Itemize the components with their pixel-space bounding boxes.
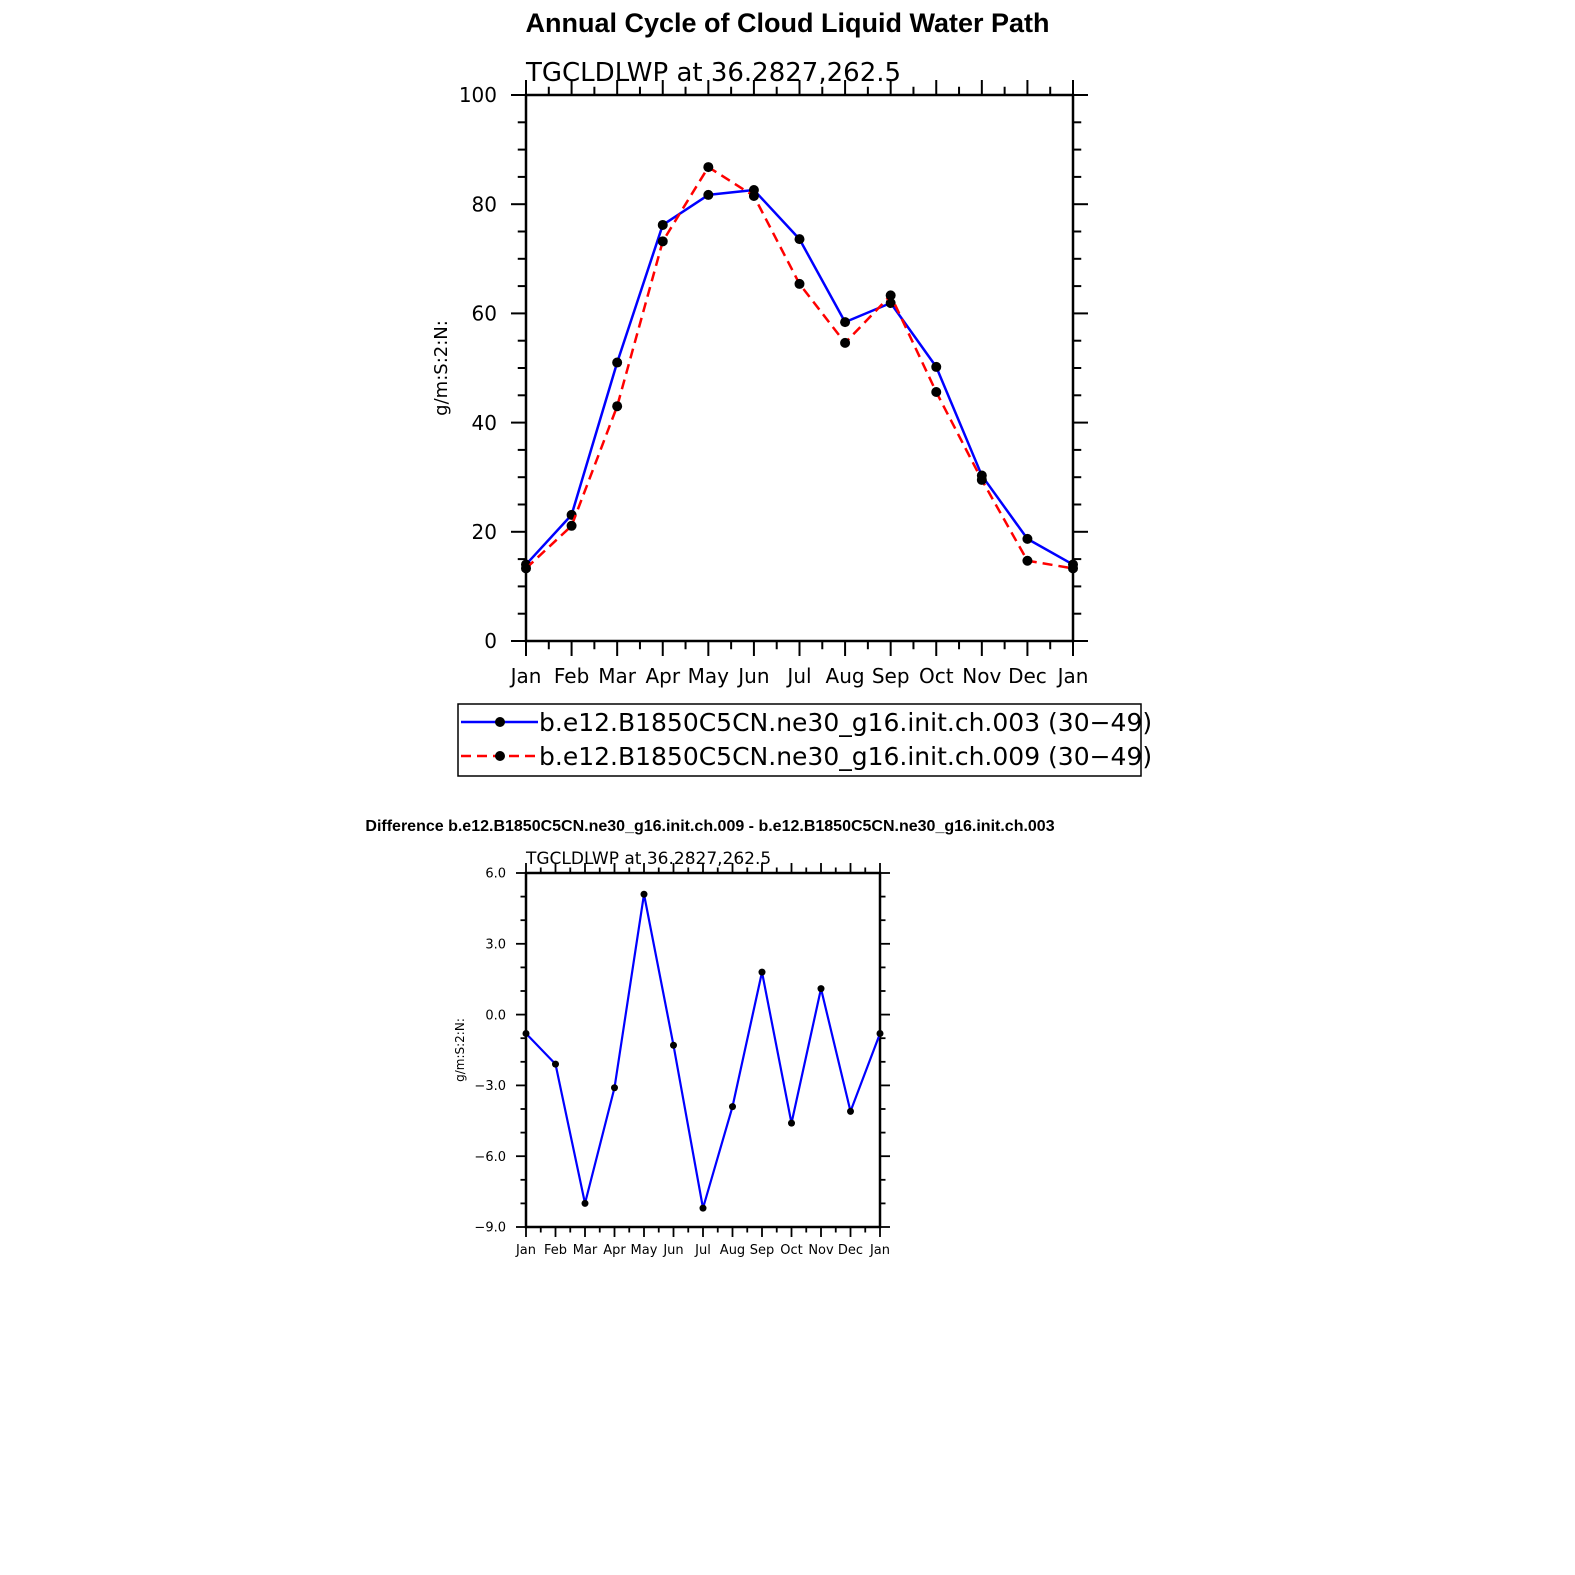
series-0-point (795, 234, 805, 244)
chart-subtitle: TGCLDLWP at 36.2827,262.5 (526, 849, 772, 869)
y-tick-label: 6.0 (485, 866, 506, 882)
x-tick-label: Feb (543, 1243, 568, 1258)
difference-chart-title: Difference b.e12.B1850C5CN.ne30_g16.init.ch.009 - b.e12.B1850C5CN.ne30_g16.init.ch.003 (365, 818, 1055, 835)
x-tick-label: Dec (1008, 664, 1047, 688)
series-line-1 (526, 167, 1073, 568)
y-tick-label: 0 (484, 629, 497, 654)
series-1-point (931, 387, 941, 397)
legend-marker-0 (495, 717, 505, 727)
y-tick-label: 80 (471, 192, 497, 217)
x-tick-label: Apr (603, 1243, 626, 1258)
x-tick-label: Jun (738, 664, 770, 688)
chart-1 (453, 849, 890, 1258)
x-tick-label: Jul (787, 664, 812, 688)
series-1-point (521, 563, 531, 573)
x-tick-label: Jan (510, 664, 542, 688)
legend-marker-1 (495, 751, 505, 761)
x-tick-label: Aug (719, 1243, 746, 1258)
series-1-point (658, 236, 668, 246)
series-0-point (818, 985, 825, 992)
series-1-point (1068, 563, 1078, 573)
x-tick-label: Aug (825, 664, 865, 688)
chart-title: Annual Cycle of Cloud Liquid Water Path (525, 8, 1050, 38)
series-1-point (703, 162, 713, 172)
x-tick-label: Dec (837, 1243, 864, 1258)
series-0-point (1022, 534, 1032, 544)
x-tick-label: Nov (962, 664, 1002, 688)
x-tick-label: Jan (1057, 664, 1089, 688)
x-tick-label: Sep (749, 1243, 775, 1258)
y-tick-label: 20 (471, 520, 497, 544)
series-0-point (552, 1061, 559, 1068)
series-0-point (523, 1030, 530, 1037)
series-0-point (670, 1042, 677, 1049)
x-tick-label: Apr (645, 664, 681, 688)
x-tick-label: Sep (871, 664, 910, 688)
series-0-point (612, 358, 622, 368)
y-tick-label: −3.0 (474, 1079, 506, 1095)
series-line-0 (526, 894, 880, 1208)
series-0-point (847, 1108, 854, 1115)
legend-label-0: b.e12.B1850C5CN.ne30_g16.init.ch.003 (30−49) (539, 708, 1153, 737)
series-0-point (729, 1103, 736, 1110)
series-0-point (840, 317, 850, 327)
x-tick-label: Jun (663, 1243, 684, 1258)
x-tick-label: Nov (808, 1243, 834, 1258)
series-1-point (795, 279, 805, 289)
y-tick-label: 60 (471, 301, 497, 326)
series-0-point (611, 1084, 618, 1091)
x-tick-label: Jan (869, 1243, 891, 1258)
x-tick-label: Mar (572, 1243, 598, 1258)
series-1-point (612, 401, 622, 411)
series-0-point (788, 1120, 795, 1127)
series-1-point (977, 475, 987, 485)
series-0-point (582, 1200, 589, 1207)
x-tick-label: Jul (695, 1243, 711, 1258)
series-1-point (749, 191, 759, 201)
y-tick-label: 3.0 (485, 937, 506, 953)
y-tick-label: 100 (458, 83, 497, 108)
legend (458, 704, 1152, 776)
series-0-point (759, 969, 766, 976)
x-tick-label: May (630, 1243, 658, 1258)
y-axis-label: g/m:S:2:N: (453, 1018, 467, 1082)
y-tick-label: −6.0 (474, 1149, 506, 1165)
y-axis-label: g/m:S:2:N: (431, 320, 452, 416)
x-tick-label: Mar (598, 664, 637, 688)
y-tick-label: −9.0 (474, 1220, 506, 1236)
series-1-point (1022, 556, 1032, 566)
series-0-point (703, 190, 713, 200)
series-0-point (877, 1030, 884, 1037)
series-1-point (840, 338, 850, 348)
x-tick-label: Oct (780, 1243, 803, 1258)
x-tick-label: Oct (918, 664, 954, 688)
legend-label-1: b.e12.B1850C5CN.ne30_g16.init.ch.009 (30−49) (539, 742, 1153, 771)
y-tick-label: 0.0 (485, 1008, 506, 1024)
plot-frame (526, 95, 1073, 641)
y-tick-label: 40 (471, 410, 497, 435)
x-tick-label: May (687, 664, 730, 688)
chart-subtitle: TGCLDLWP at 36.2827,262.5 (526, 58, 902, 88)
chart-0 (431, 58, 1088, 688)
x-tick-label: Jan (515, 1243, 537, 1258)
series-0-point (658, 220, 668, 230)
series-1-point (567, 521, 577, 531)
x-tick-label: Feb (553, 664, 590, 688)
series-0-point (700, 1205, 707, 1212)
series-0-point (641, 891, 648, 898)
series-1-point (886, 290, 896, 300)
series-line-0 (526, 190, 1073, 565)
series-0-point (931, 362, 941, 372)
